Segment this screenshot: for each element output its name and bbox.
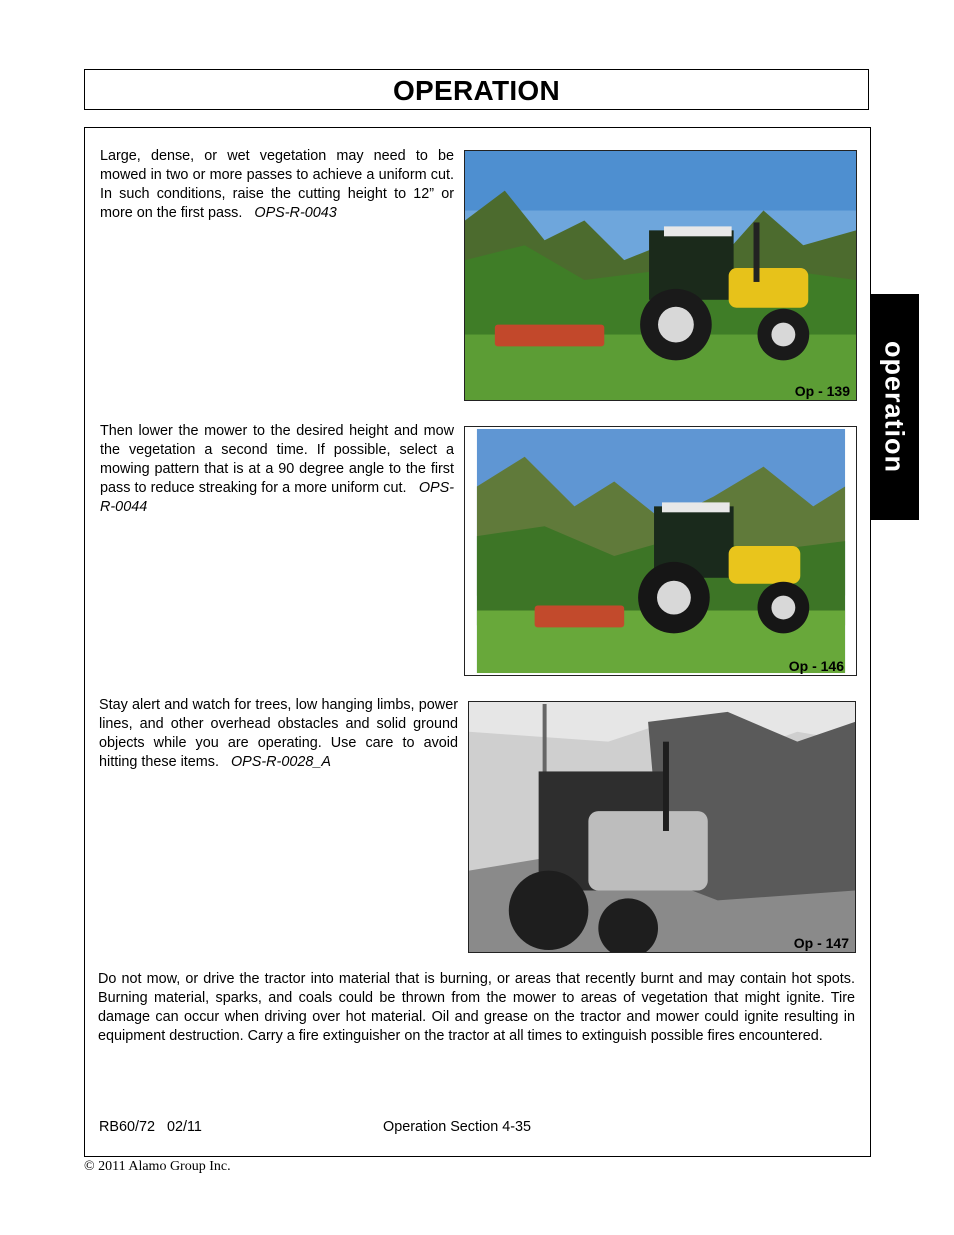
reference-code-1: OPS-R-0043	[254, 205, 337, 221]
footer-model-date: RB60/72 02/11	[99, 1119, 202, 1135]
section-tab	[870, 294, 919, 520]
instruction-text-3: Stay alert and watch for trees, low hanging limbs, power lines, and other overhead obstacles and solid ground objects while you are operating. Use care to avoid hitting these items.	[99, 697, 458, 770]
copyright-notice: © 2011 Alamo Group Inc.	[84, 1159, 231, 1174]
photo-label-2: Op - 146	[788, 658, 844, 674]
photo-label-1: Op - 139	[794, 383, 850, 399]
instruction-text-1: Large, dense, or wet vegetation may need to be mowed in two or more passes to achieve a uniform cut. In such conditions, raise the cutting height to 12” or more on the first pass.	[100, 148, 454, 221]
page-title: OPERATION	[392, 75, 561, 106]
tractor-obstacles-image	[469, 702, 855, 952]
photo-label-3: Op - 147	[793, 935, 849, 951]
tractor-mowing-image	[465, 151, 856, 400]
reference-code-3: OPS-R-0028_A	[230, 754, 331, 770]
instruction-paragraph-3	[99, 696, 458, 772]
instruction-text-2: Then lower the mower to the desired height and mow the vegetation a second time. If possible, select a mowing pattern that is at a 90 degree angle to the first pass to reduce streaking for a more uniform cut.	[100, 423, 454, 496]
section-tab-label: operation	[879, 340, 910, 474]
tractor-second-pass-image	[465, 427, 856, 675]
fire-warning-paragraph: Do not mow, or drive the tractor into material that is burning, or areas that recently burnt and may contain hot spots. Burning material, sparks, and coals could be thrown from the mower to areas of vegetation that might ignite. Tire damage can occur when driving over hot material. Oil and grease on the tractor and mower could ignite resulting in equipment destruction. Carry a fire extinguisher on the tractor at all times to extinguish possible fires encountered.	[98, 971, 855, 1044]
instruction-paragraph-1	[100, 147, 454, 223]
instruction-paragraph-2	[100, 422, 454, 517]
page-header	[84, 69, 869, 110]
footer-page-number: Operation Section 4-35	[383, 1119, 531, 1135]
photo-tractor-first-pass	[464, 150, 857, 401]
photo-tractor-obstacles	[468, 701, 856, 953]
reference-code-2: OPS-R-0044	[100, 480, 455, 515]
photo-tractor-second-pass	[464, 426, 857, 676]
